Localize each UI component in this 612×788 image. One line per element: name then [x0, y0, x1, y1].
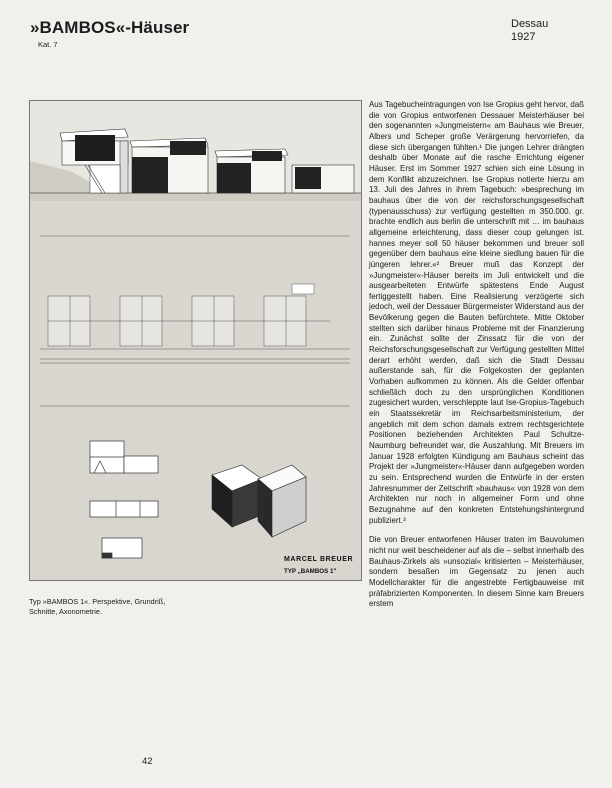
figure-caption: Typ »BAMBOS 1«. Perspektive, Grundriß, Schnitte, Axonometrie. — [29, 597, 166, 616]
year: 1927 — [511, 31, 536, 43]
section-drawing-2 — [90, 501, 158, 517]
catalog-number: Kat. 7 — [38, 40, 58, 49]
page-number: 42 — [142, 756, 153, 767]
perspective-house-3 — [215, 149, 288, 193]
perspective-house-4 — [292, 165, 354, 193]
paragraph-2: Die von Breuer entworfenen Häuser traten im Bauvolumen nicht nur weit bescheidener auf als die – selbst innerhalb des Bauhaus-Zirkels als »unsozial« kritisierten – Meisterhäuser, sondern besaßen im Gegensatz zu jenen auch Modellcharakter für die angestrebte Fertigbauweise mit präfabrizierten Komponenten. In diesem Sinne kam Breuers erstem — [369, 535, 584, 609]
drawing-plate — [29, 100, 362, 581]
axonometric-view — [212, 465, 306, 537]
place-name: Dessau — [511, 18, 549, 30]
paragraph-1: Aus Tagebucheintragungen von Ise Gropius geht hervor, daß die von Gropius entworfenen Dessauer Meisterhäuser bei den sogenannten »Jungmeistern« am Bauhaus wie Breuer, Albers und Scheper große Verärgerung hervorriefen, da diese sich übergangen fühlten.¹ Die jungen Lehrer drängten deshalb über Monate auf die rasche Errichtung eigener Häuser. Erst im Sommer 1927 schien sich eine Lösung in dem Konflikt abzuzeichnen. Ise Gropius notierte hierzu am 13. Juli des Jahres in ihrem Tagebuch: »besprechung im bauhaus über die von der reichsforschungsgesellschaft (typenausschuss) zur verfügung gestellten m 350.000. gr. brachte endlich aus berlin die unterschrift mit … im bauhaus allgemeine erleichterung, dass dieser coup gelungen ist. hannes meyer soll 50 häuser bekommen und breuer soll gegenüber dem bauhaus eine kleine siedlung bauen für die jüngeren lehrer.«² Breuer muß das Konzept der »Jungmeister«-Häuser bereits im Juli entwickelt und die ausgearbeiteten Entwürfe spätestens Ende August fertiggestellt haben. Eine Realisierung verzögerte sich jedoch, weil der Dessauer Bürgermeister Widerstand aus der Bevölkerung gegen die Bauten befürchtete. Mitte Oktober stellten sich darüber hinaus Probleme mit der Finanzierung ein. Zunächst sollte der Zinssatz für die von der Reichsforschungsgesellschaft zur Verfügung gestellten Mittel derart erhöht werden, daß sich die Stadt Dessau außerstande sah, für die Folgekosten der geplanten Vorhaben aufkommen zu können. Als die Gelder offenbar schließlich doch zu den ursprünglichen Konditionen zugesichert wurden, verschleppte laut Ise-Gropius-Tagebuch ein Staatssekretär im Reichsarbeitsministerium, der angeblich mit dem schon damals extrem rechtsgerichtete Positionen beziehenden Architekten Paul Schultze-Naumburg befreundet war, die Auszahlung. Mit Breuers im Januar 1928 erfolgten Kündigung am Bauhaus scheint das Projekt der »Jungmeister«-Häuser dann aufgegeben worden zu sein. Entsprechend wurden die Entwürfe in der ersten Jahresnummer der Zeitschrift »bauhaus« von 1928 von dem Architekten nur noch in allgemeiner Form und ohne Bezugnahme auf den konkreten Entstehungshintergrund publiziert.³ — [369, 100, 584, 525]
perspective-house-2 — [130, 138, 208, 193]
signature-name: MARCEL BREUER — [284, 556, 354, 563]
signature-type: TYP „BAMBOS 1" — [284, 568, 337, 575]
site-plan — [40, 236, 350, 406]
section-drawing-1 — [90, 441, 158, 473]
place-date — [511, 18, 548, 44]
section-drawing-3 — [102, 538, 142, 558]
body-text — [369, 100, 584, 610]
page-title: »BAMBOS«-Häuser — [30, 18, 190, 37]
architectural-drawing — [30, 101, 361, 580]
